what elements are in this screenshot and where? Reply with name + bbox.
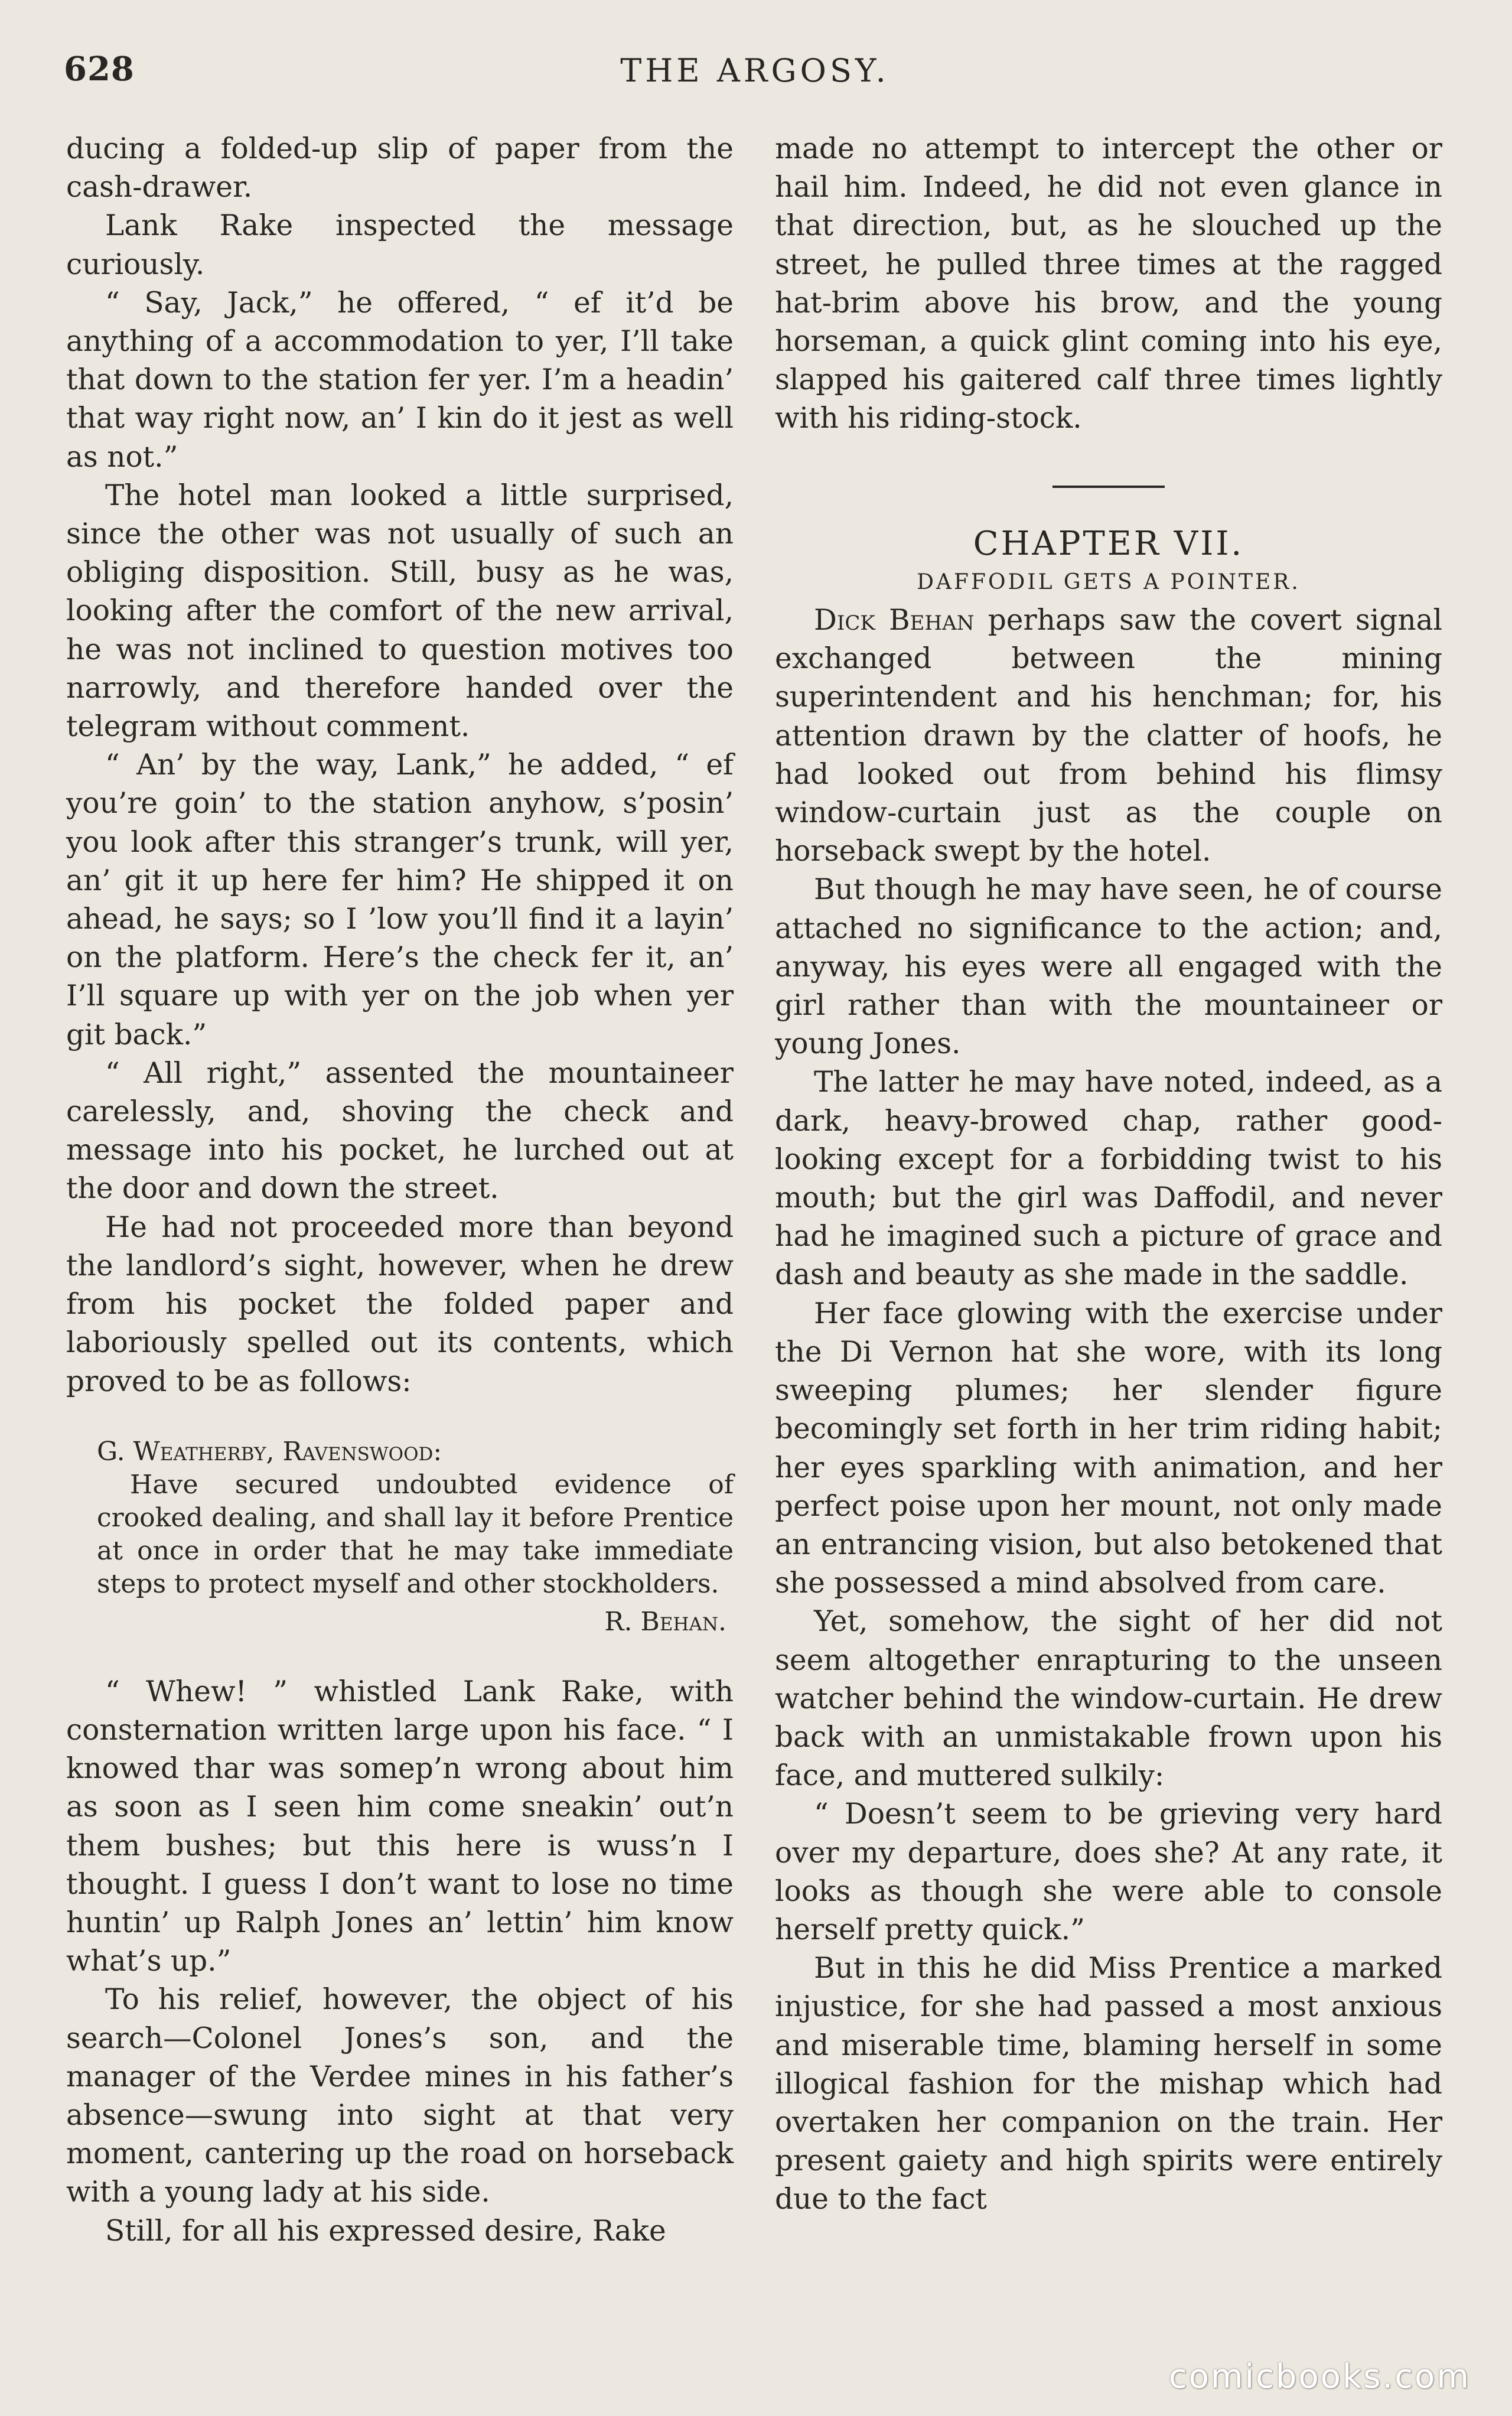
telegram-message (97, 1435, 734, 1639)
paragraph: “ Say, Jack,” he offered, “ ef it’d be anything of a accommodation to yer, I’ll take that down to the station fer yer. I’m a headin’ that way right now, an’ I kin do it jest as well as not.” (66, 286, 734, 474)
paragraph: Yet, somehow, the sight of her did not seem altogether enrapturing to the unseen watcher behind the window-curtain. He drew back with an unmistakable frown upon his face, and muttered sulkily: (775, 1605, 1442, 1793)
watermark: comicbooks.com (1168, 2358, 1471, 2396)
paragraph: “ An’ by the way, Lank,” he added, “ ef you’re goin’ to the station anyhow, s’posin’ you look after this stranger’s trunk, will yer, an’ git it up here fer him? He shipped it on ahead, he says; so I ’low you’ll find it a layin’ on the platform. Here’s the check fer it, an’ I’ll square up with yer on the job when yer git back.” (66, 748, 734, 1051)
paragraph: made no attempt to intercept the other or hail him. Indeed, he did not even glance in that direction, but, as he slouched up the street, he pulled three times at the ragged hat-brim above his brow, and the young horseman, a quick glint coming into his eye, slapped his gaitered calf three times lightly with his riding-stock. (775, 132, 1442, 435)
running-head: THE ARGOSY. (620, 52, 889, 89)
page-header (64, 50, 1446, 97)
chapter-opening-paragraph (775, 601, 1442, 871)
paragraph: The hotel man looked a little surprised, since the other was not usually of such an obliging disposition. Still, busy as he was, looking after the comfort of the new arrival, he was not inclined to question motives too narrowly, and therefore handed over the telegram without comment. (66, 478, 734, 744)
paragraph: Lank Rake inspected the message curiously. (66, 209, 734, 281)
paragraph: ducing a folded-up slip of paper from the cash-drawer. (66, 132, 734, 204)
paragraph: To his relief, however, the object of his search—Colonel Jones’s son, and the manager of the Verdee mines in his father’s absence—swung into sight at that very moment, cantering up the road on horseback with a young lady at his side. (66, 1983, 734, 2209)
page-number: 628 (64, 50, 135, 89)
opening-text: perhaps saw the covert signal exchanged between the mining superintendent and his henchman; for, his attention drawn by the clatter of hoofs, he had looked out from behind his flimsy window-curtain just as the couple on horseback swept by the hotel. (775, 604, 1442, 868)
right-column (775, 130, 1442, 2219)
telegram-body: Have secured undoubted evidence of crooked dealing, and shall lay it before Prentice at once in order that he may take immediate steps to protect myself and other stockholders. (97, 1469, 734, 1599)
paragraph: Still, for all his expressed desire, Rake (105, 2214, 666, 2248)
paragraph: “ Whew! ” whistled Lank Rake, with consternation written large upon his face. “ I knowed thar was somep’n wrong about him as soon as I seen him come sneakin’ out’n them bushes; but this here is wuss’n I thought. I guess I don’t want to lose no time huntin’ up Ralph Jones an’ lettin’ him know what’s up.” (66, 1675, 734, 1978)
chapter-subtitle: DAFFODIL GETS A POINTER. (917, 569, 1301, 594)
opening-name: Dick Behan (814, 604, 975, 637)
paragraph: He had not proceeded more than beyond the landlord’s sight, however, when he drew from his pocket the folded paper and laboriously spelled out its contents, which proved to be as follows: (66, 1210, 734, 1398)
left-column (66, 130, 734, 2251)
section-divider (1052, 486, 1165, 488)
paragraph: But though he may have seen, he of course attached no significance to the action; and, anyway, his eyes were all engaged with the girl rather than with the mountaineer or young Jones. (775, 873, 1442, 1061)
paragraph: “ Doesn’t seem to be grieving very hard over my departure, does she? At any rate, it looks as though she were able to console herself pretty quick.” (775, 1798, 1442, 1946)
paragraph: “ All right,” assented the mountaineer carelessly, and, shoving the check and message into his pocket, he lurched out at the door and down the street. (66, 1056, 734, 1206)
paragraph: But in this he did Miss Prentice a marked injustice, for she had passed a most anxious and miserable time, blaming herself in some illogical fashion for the mishap which had overtaken her companion on the train. Her present gaiety and high spirits were entirely due to the fact (775, 1952, 1442, 2216)
paragraph: Her face glowing with the exercise under the Di Vernon hat she wore, with its long sweeping plumes; her slender figure becomingly set forth in her trim riding habit; her eyes sparkling with animation, and her perfect poise upon her mount, not only made an entrancing vision, but also betokened that she possessed a mind absolved from care. (775, 1297, 1442, 1600)
paragraph: The latter he may have noted, indeed, as a dark, heavy-browed chap, rather good-looking except for a forbidding twist to his mouth; but the girl was Daffodil, and never had he imagined such a picture of grace and dash and beauty as she made in the saddle. (775, 1066, 1442, 1292)
telegram-address: G. Weatherby, Ravenswood: (97, 1436, 442, 1467)
chapter-title: CHAPTER VII. (973, 524, 1244, 563)
telegram-signature: R. Behan. (604, 1606, 726, 1637)
